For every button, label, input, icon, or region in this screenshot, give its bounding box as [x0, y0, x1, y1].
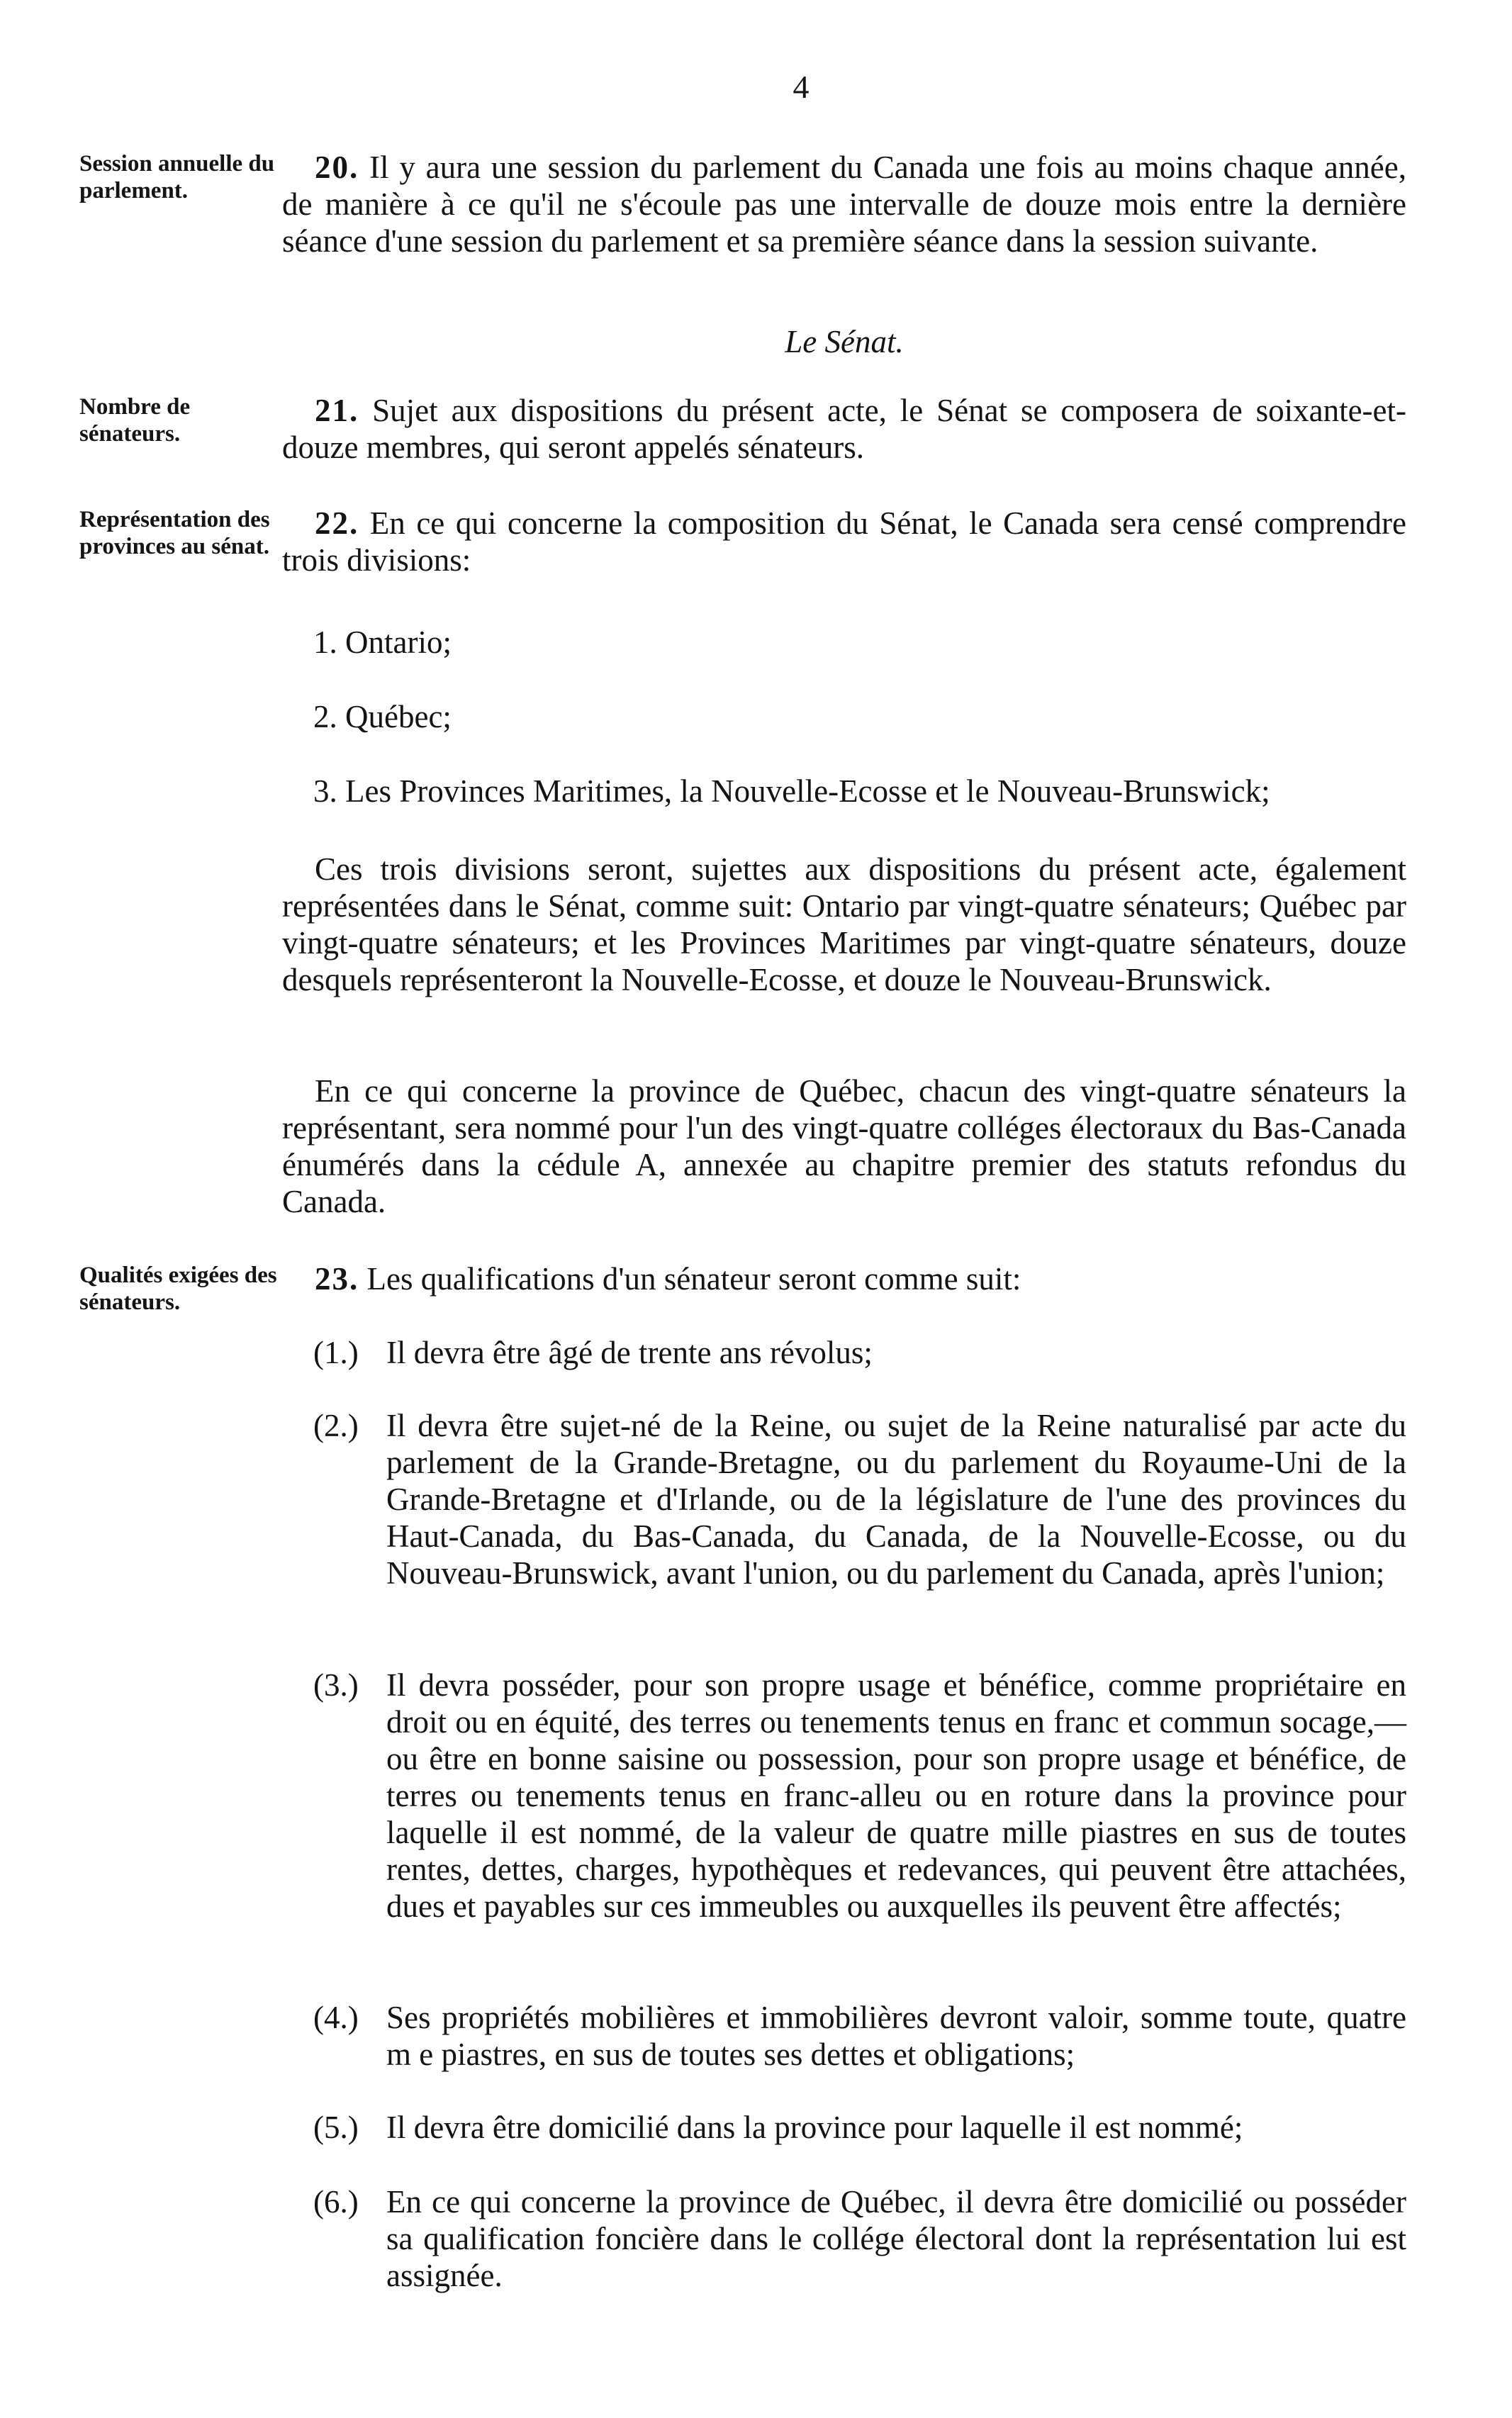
section-text: En ce qui concerne la composition du Sénat, le Canada sera censé comprendre trois divisions:	[282, 505, 1406, 578]
qualification-item	[313, 1667, 1406, 1925]
section-text: Sujet aux dispositions du présent acte, le Sénat se composera de soixante-et-douze membres, qui seront appelés sénateurs.	[282, 393, 1406, 465]
qualification-text: En ce qui concerne la province de Québec, il devra être domicilié ou posséder sa qualification foncière dans le collége électoral dont la représentation lui est assignée.	[386, 2184, 1406, 2293]
section-21	[282, 392, 1406, 466]
section-23	[282, 1260, 1406, 1297]
section-text: Il y aura une session du parlement du Canada une fois au moins chaque année, de manière à ce qu'il ne s'écoule pas une intervalle de douze mois entre la dernière séance d'une session du parlement et sa première séance dans la session suivante.	[282, 150, 1406, 259]
margin-note-qualites: Qualités exigées des sénateurs.	[79, 1263, 277, 1315]
paragraph-representation: Ces trois divisions seront, sujettes aux dispositions du présent acte, également représentées dans le Sénat, comme suit: Ontario par vingt-quatre sénateurs; Québec par vingt-quatre sénateurs; et les Provinces Maritimes par vingt-quatre sénateurs, douze desquels représenteront la Nouvelle-Ecosse, et douze le Nouveau-Brunswick.	[282, 851, 1406, 997]
division-item: 1. Ontario;	[313, 625, 452, 660]
qualification-item	[313, 1334, 1406, 1371]
qualification-item	[313, 1407, 1406, 1591]
section-number: 23.	[315, 1261, 359, 1297]
qualification-text: Il devra être âgé de trente ans révolus;	[386, 1335, 873, 1370]
qualification-text: Il devra être sujet-né de la Reine, ou sujet de la Reine naturalisé par acte du parlement de la Grande-Bretagne, ou du parlement du Royaume-Uni de la Grande-Bretagne et d'Irlande, ou de la législature de l'une des provinces du Haut-Canada, du Bas-Canada, du Canada, de la Nouvelle-Ecosse, ou du Nouveau-Brunswick, avant l'union, ou du parlement du Canada, après l'union;	[386, 1408, 1406, 1591]
section-20	[282, 149, 1406, 259]
section-number: 20.	[315, 150, 359, 185]
qualification-label: (1.)	[313, 1335, 359, 1370]
qualification-text: Il devra posséder, pour son propre usage et bénéfice, comme propriétaire en droit ou en équité, des terres ou tenements tenus en franc et commun socage,—ou être en bonne saisine ou possession, pour son propre usage et bénéfice, de terres ou tenements tenus en franc-alleu ou en roture dans la province pour laquelle il est nommé, de la valeur de quatre mille piastres en sus de toutes rentes, dettes, charges, hypothèques et redevances, qui peuvent être attachées, dues et payables sur ces immeubles ou auxquelles ils peuvent être affectés;	[386, 1667, 1406, 1924]
qualification-label: (4.)	[313, 2000, 359, 2035]
qualification-label: (5.)	[313, 2110, 359, 2145]
margin-note-nombre: Nombre de sénateurs.	[79, 394, 191, 447]
section-number: 21.	[315, 393, 359, 428]
qualification-item	[313, 2183, 1406, 2294]
division-item: 2. Québec;	[313, 699, 452, 734]
qualification-item	[313, 1999, 1406, 2073]
section-22	[282, 505, 1406, 578]
margin-note-session: Session annuelle du parlement.	[79, 151, 275, 203]
heading-senat: Le Sénat.	[785, 324, 904, 359]
qualification-label: (6.)	[313, 2184, 359, 2220]
paragraph-quebec: En ce qui concerne la province de Québec, chacun des vingt-quatre sénateurs la représentant, sera nommé pour l'un des vingt-quatre colléges électoraux du Bas-Canada énumérés dans la cédule A, annexée au chapitre premier des statuts refondus du Canada.	[282, 1073, 1406, 1219]
qualification-label: (3.)	[313, 1667, 359, 1703]
margin-note-representation: Représentation des provinces au sénat.	[79, 507, 270, 559]
qualification-label: (2.)	[313, 1408, 359, 1443]
page-number: 4	[793, 69, 810, 105]
section-text: Les qualifications d'un sénateur seront comme suit:	[366, 1261, 1021, 1297]
division-item: 3. Les Provinces Maritimes, la Nouvelle-Ecosse et le Nouveau-Brunswick;	[313, 773, 1270, 809]
qualification-item	[313, 2109, 1406, 2146]
qualification-text: Il devra être domicilié dans la province pour laquelle il est nommé;	[386, 2110, 1243, 2145]
section-number: 22.	[315, 505, 359, 541]
qualification-text: Ses propriétés mobilières et immobilières devront valoir, somme toute, quatre m e piastres, en sus de toutes ses dettes et obligations;	[386, 2000, 1406, 2072]
